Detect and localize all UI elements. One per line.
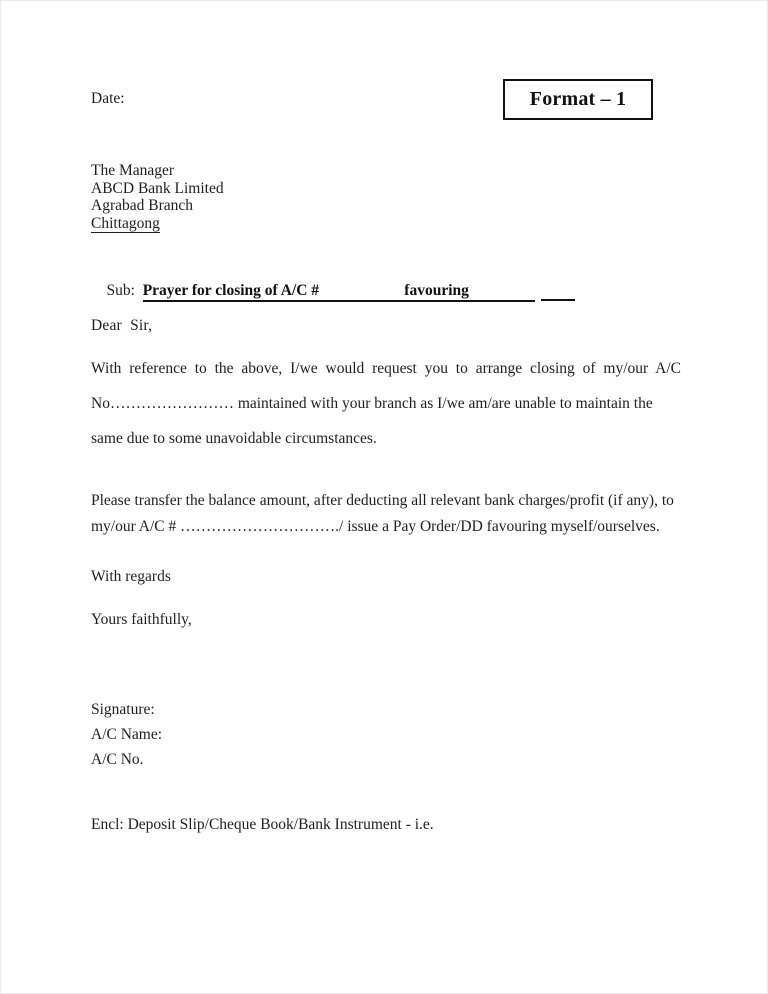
subject-label: Sub: — [106, 282, 135, 299]
enclosure-line: Encl: Deposit Slip/Cheque Book/Bank Instrument - i.e. — [91, 816, 434, 833]
account-name-field: A/C Name: — [91, 726, 163, 743]
body-paragraph-1-last-line: same due to some unavoidable circumstances. — [91, 430, 377, 447]
subject-blank-tail — [541, 285, 575, 301]
salutation: Dear Sir, — [91, 317, 153, 334]
subject-text: Prayer for closing of A/C # favouring — [143, 282, 535, 302]
closing-with-regards: With regards — [91, 568, 171, 585]
recipient-address-block — [91, 162, 224, 233]
body-paragraph-2: Please transfer the balance amount, after deducting all relevant bank charges/profit (if any), to my/our A/C # …………………………./ issue a Pay Order/DD favouring myself/ourselves. — [91, 492, 674, 535]
address-line-city: Chittagong — [91, 214, 160, 232]
body-paragraph-1-text: With reference to the above, I/we would request you to arrange closing of my/our A/C No…………………… maintained with your branch as I/we am/are unable to maintain the — [91, 360, 681, 412]
signature-field: Signature: — [91, 701, 155, 718]
closing-yours-faithfully: Yours faithfully, — [91, 611, 192, 628]
subject-line — [91, 264, 575, 319]
account-number-field: A/C No. — [91, 751, 144, 768]
body-paragraph-1 — [91, 351, 681, 456]
signature-block — [91, 697, 162, 772]
format-badge — [503, 79, 653, 120]
address-line-branch: Agrabad Branch — [91, 197, 193, 215]
date-line: Date: — [91, 90, 125, 107]
address-line-bank: ABCD Bank Limited — [91, 179, 224, 197]
address-line-manager: The Manager — [91, 162, 175, 179]
format-badge-label: Format – 1 — [529, 88, 627, 110]
